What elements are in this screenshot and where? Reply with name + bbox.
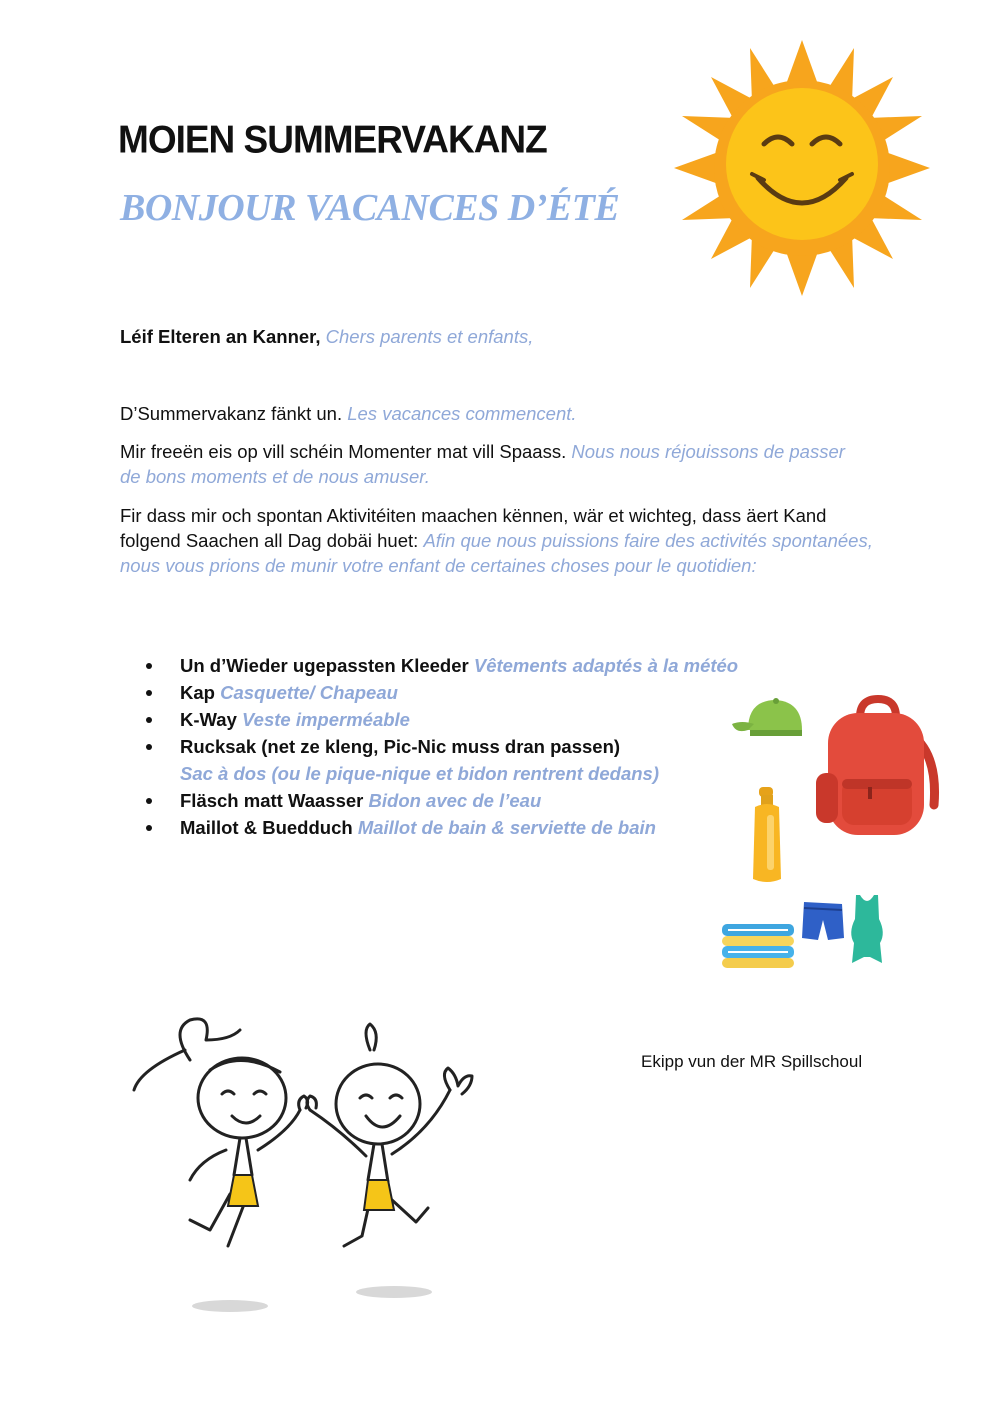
bullet-icon: [146, 663, 152, 669]
signature: Ekipp vun der MR Spillschoul: [641, 1052, 863, 1071]
list-item: [146, 706, 738, 733]
children-drawing: [130, 1010, 480, 1330]
paragraph-1: [120, 401, 900, 426]
item-lb: Fläsch matt Waasser: [180, 790, 364, 811]
item-fr: Maillot de bain & serviette de bain: [357, 817, 656, 838]
bullet-icon: [146, 690, 152, 696]
bullet-icon: [146, 717, 152, 723]
paragraph-3-lb: Fir dass mir och spontan Aktivitéiten maachen kënnen, wär et wichteg, dass äert Kand folgend Saachen all Dag dobäi huet:: [120, 505, 827, 551]
list-item: [146, 733, 738, 787]
items-list: [146, 652, 738, 841]
title-french: BONJOUR VACANCES D’ÉTÉ: [120, 187, 620, 229]
towels-icon: [718, 918, 798, 973]
bullet-icon: [146, 825, 152, 831]
item-fr: Casquette/ Chapeau: [220, 682, 398, 703]
item-lb: Maillot & Buedduch: [180, 817, 353, 838]
greeting-lb: Léif Elteren an Kanner,: [120, 326, 321, 347]
list-item: [146, 679, 738, 706]
paragraph-1-fr: Les vacances commencent.: [347, 403, 577, 424]
paragraph-3-fr: Afin que nous puissions faire des activités spontanées, nous vous prions de munir votre enfant de certaines choses pour le quotidien:: [120, 530, 873, 576]
item-fr: Bidon avec de l’eau: [368, 790, 542, 811]
bullet-icon: [146, 798, 152, 804]
paragraph-3: [120, 503, 885, 578]
water-bottle-icon: [745, 785, 789, 885]
backpack-icon: [812, 695, 944, 841]
list-item: [146, 787, 738, 814]
item-fr: Sac à dos (ou le pique-nique et bidon rentrent dedans): [180, 763, 659, 784]
greeting-fr: Chers parents et enfants,: [325, 326, 534, 347]
item-lb: Kap: [180, 682, 215, 703]
sun-illustration: [672, 38, 932, 298]
paragraph-1-lb: D’Summervakanz fänkt un.: [120, 403, 343, 424]
item-lb: K-Way: [180, 709, 237, 730]
paragraph-2-lb: Mir freeën eis op vill schéin Momenter mat vill Spaass.: [120, 441, 567, 462]
item-lb: Un d’Wieder ugepassten Kleeder: [180, 655, 469, 676]
swimsuit-icon: [846, 893, 888, 967]
paragraph-2-fr: Nous nous réjouissons de passer de bons moments et de nous amuser.: [120, 441, 845, 487]
swim-shorts-icon: [800, 898, 846, 944]
paragraph-2: [120, 439, 870, 489]
list-item: [146, 652, 738, 679]
list-item: [146, 814, 738, 841]
cap-icon: [730, 694, 810, 746]
item-fr: Veste imperméable: [242, 709, 410, 730]
item-fr: Vêtements adaptés à la météo: [473, 655, 739, 676]
title-luxembourgish: MOIEN SUMMERVAKANZ: [118, 118, 547, 162]
bullet-icon: [146, 744, 152, 750]
item-lb: Rucksak (net ze kleng, Pic-Nic muss dran passen): [180, 736, 621, 757]
greeting: [120, 324, 900, 349]
